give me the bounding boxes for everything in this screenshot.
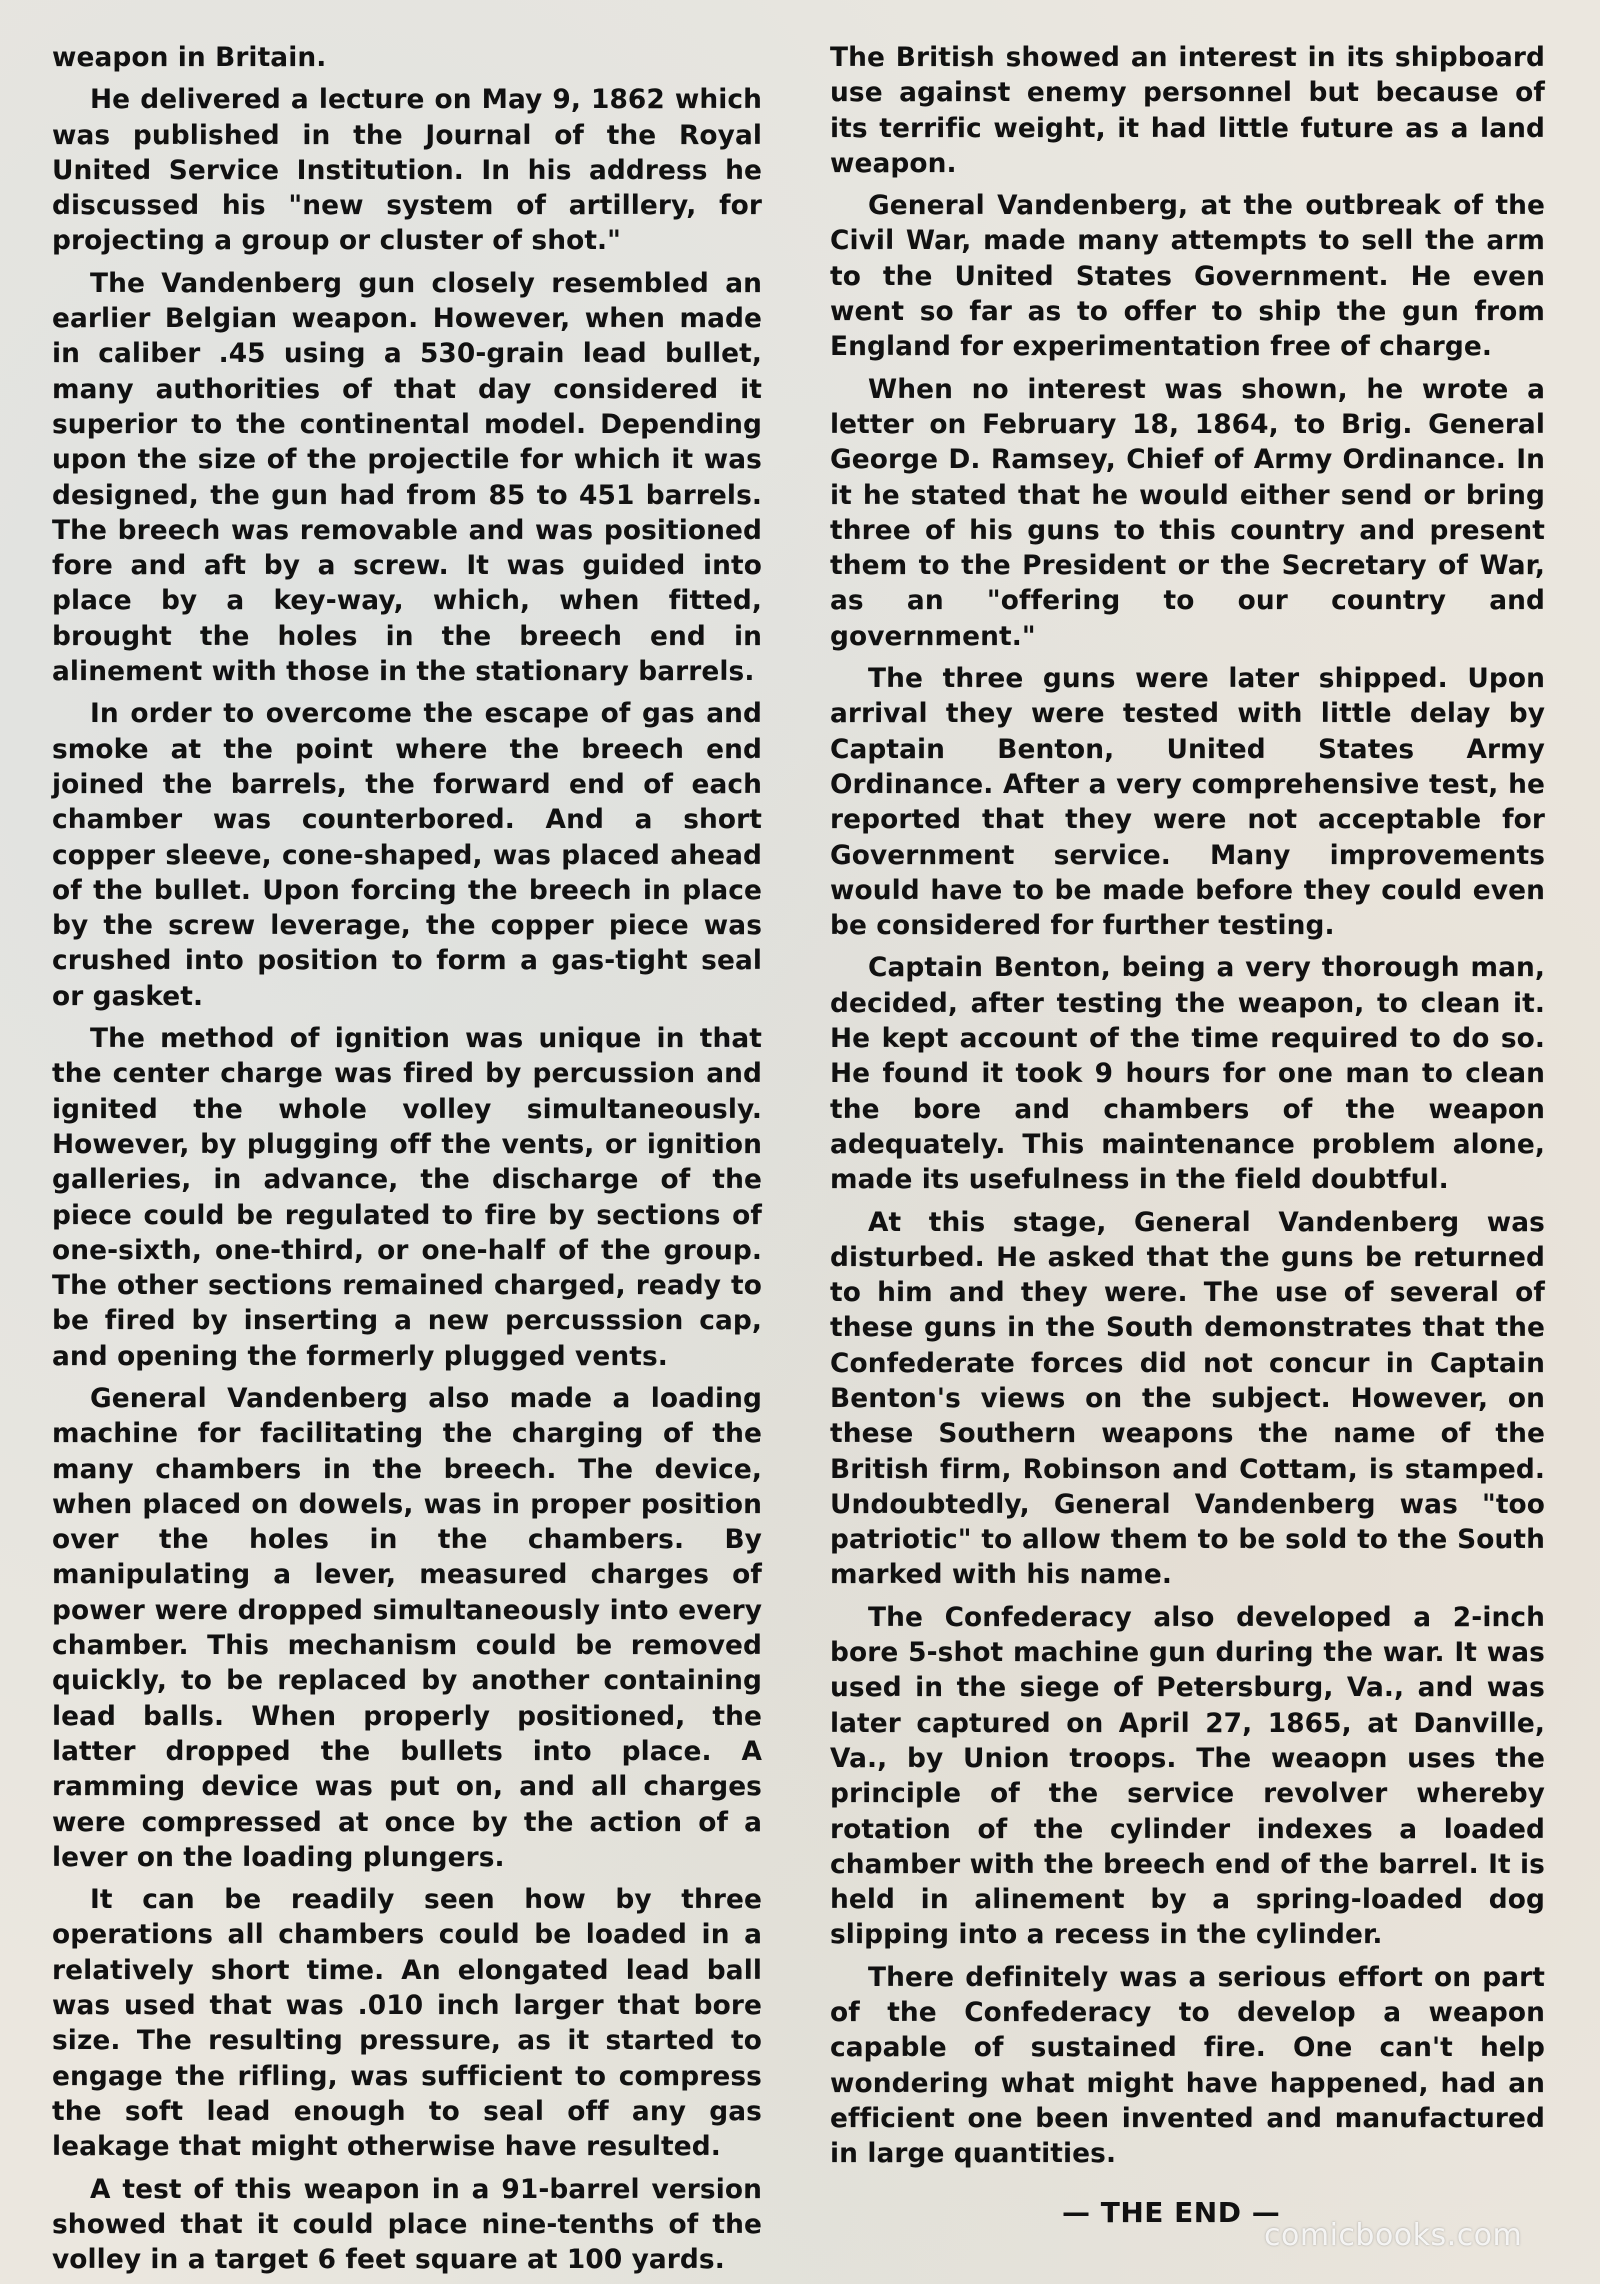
- the-end-marker: — THE END —: [1062, 2196, 1281, 2229]
- paragraph-right-4: The three guns were later shipped. Upon arrival they were tested with little delay by Captain Benton, United States Army Ordinance. After a very comprehensive test, he reported that they were not acceptable for Government service. Many improvements would have to be made before they could even be considered for further testing.: [830, 663, 1545, 942]
- paragraph-left-2: He delivered a lecture on May 9, 1862 which was published in the Journal of the Royal United Service Institution. In his address he discussed his "new system of artillery, for projecting a group or cluster of shot.": [52, 84, 762, 257]
- paragraph-left-4: In order to overcome the escape of gas and smoke at the point where the breech end joined the barrels, the forward end of each chamber was counterbored. And a short copper sleeve, cone-shaped, was placed ahead of the bullet. Upon forcing the breech in place by the screw leverage, the copper piece was crushed into position to form a gas-tight seal or gasket.: [52, 698, 762, 1012]
- paragraph-right-5: Captain Benton, being a very thorough man, decided, after testing the weapon, to clean it. He kept account of the time required to do so. He found it took 9 hours for one man to clean the bore and chambers of the weapon adequately. This maintenance problem alone, made its usefulness in the field doubtful.: [830, 952, 1545, 1196]
- paragraph-left-5: The method of ignition was unique in that the center charge was fired by percussion and ignited the whole volley simultaneously. However, by plugging off the vents, or ignition galleries, in advance, the discharge of the piece could be regulated to fire by sections of one-sixth, one-third, or one-half of the group. The other sections remained charged, ready to be fired by inserting a new percusssion cap, and opening the formerly plugged vents.: [52, 1023, 762, 1372]
- paragraph-left-3: The Vandenberg gun closely resembled an earlier Belgian weapon. However, when made in caliber .45 using a 530-grain lead bullet, many authorities of that day considered it superior to the continental model. Depending upon the size of the projectile for which it was designed, the gun had from 85 to 451 barrels. The breech was removable and was positioned fore and aft by a screw. It was guided into place by a key-way, which, when fitted, brought the holes in the breech end in alinement with those in the stationary barrels.: [52, 267, 762, 688]
- paragraph-right-6: At this stage, General Vandenberg was disturbed. He asked that the guns be returned to him and they were. The use of several of these guns in the South demonstrates that the Confederate forces did not concur in Captain Benton's views on the subject. However, on these Southern weapons the name of the British firm, Robinson and Cottam, is stamped. Undoubtedly, General Vandenberg was "too patriotic" to allow them to be sold to the South marked with his name.: [830, 1206, 1545, 1591]
- paragraph-left-1: weapon in Britain.: [52, 42, 327, 73]
- paragraph-left-8: A test of this weapon in a 91-barrel version showed that it could place nine-tenths of the volley in a target 6 feet square at 100 yards.: [52, 2173, 762, 2276]
- paragraph-right-8: There definitely was a serious effort on part of the Confederacy to develop a weapon capable of sustained fire. One can't help wondering what might have happened, had an efficient one been invented and manufactured in large quantities.: [830, 1961, 1545, 2170]
- site-watermark: comicbooks.com: [1264, 2218, 1523, 2253]
- paragraph-right-1: The British showed an interest in its shipboard use against enemy personnel but because of its terrific weight, it had little future as a land weapon.: [830, 42, 1545, 179]
- paragraph-right-2: General Vandenberg, at the outbreak of the Civil War, made many attempts to sell the arm to the United States Government. He even went so far as to offer to ship the gun from England for experimentation free of charge.: [830, 190, 1545, 363]
- right-text-column: [830, 40, 1545, 2179]
- paragraph-right-3: When no interest was shown, he wrote a letter on February 18, 1864, to Brig. General George D. Ramsey, Chief of Army Ordinance. In it he stated that he would either send or bring three of his guns to this country and present them to the President or the Secretary of War, as an "offering to our country and government.": [830, 373, 1545, 652]
- paragraph-left-7: It can be readily seen how by three operations all chambers could be loaded in a relatively short time. An elongated lead ball was used that was .010 inch larger that bore size. The resulting pressure, as it started to engage the rifling, was sufficient to compress the soft lead enough to seal off any gas leakage that might otherwise have resulted.: [52, 1884, 762, 2163]
- left-text-column: [52, 40, 762, 2284]
- paragraph-right-7: The Confederacy also developed a 2-inch bore 5-shot machine gun during the war. It was used in the siege of Petersburg, Va., and was later captured on April 27, 1865, at Danville, Va., by Union troops. The weaopn uses the principle of the service revolver whereby rotation of the cylinder indexes a loaded chamber with the breech end of the barrel. It is held in alinement by a spring-loaded dog slipping into a recess in the cylinder.: [830, 1601, 1545, 1951]
- paragraph-left-6: General Vandenberg also made a loading machine for facilitating the charging of the many chambers in the breech. The device, when placed on dowels, was in proper position over the holes in the chambers. By manipulating a lever, measured charges of power were dropped simultaneously into every chamber. This mechanism could be removed quickly, to be replaced by another containing lead balls. When properly positioned, the latter dropped the bullets into place. A ramming device was put on, and all charges were compressed at once by the action of a lever on the loading plungers.: [52, 1382, 762, 1873]
